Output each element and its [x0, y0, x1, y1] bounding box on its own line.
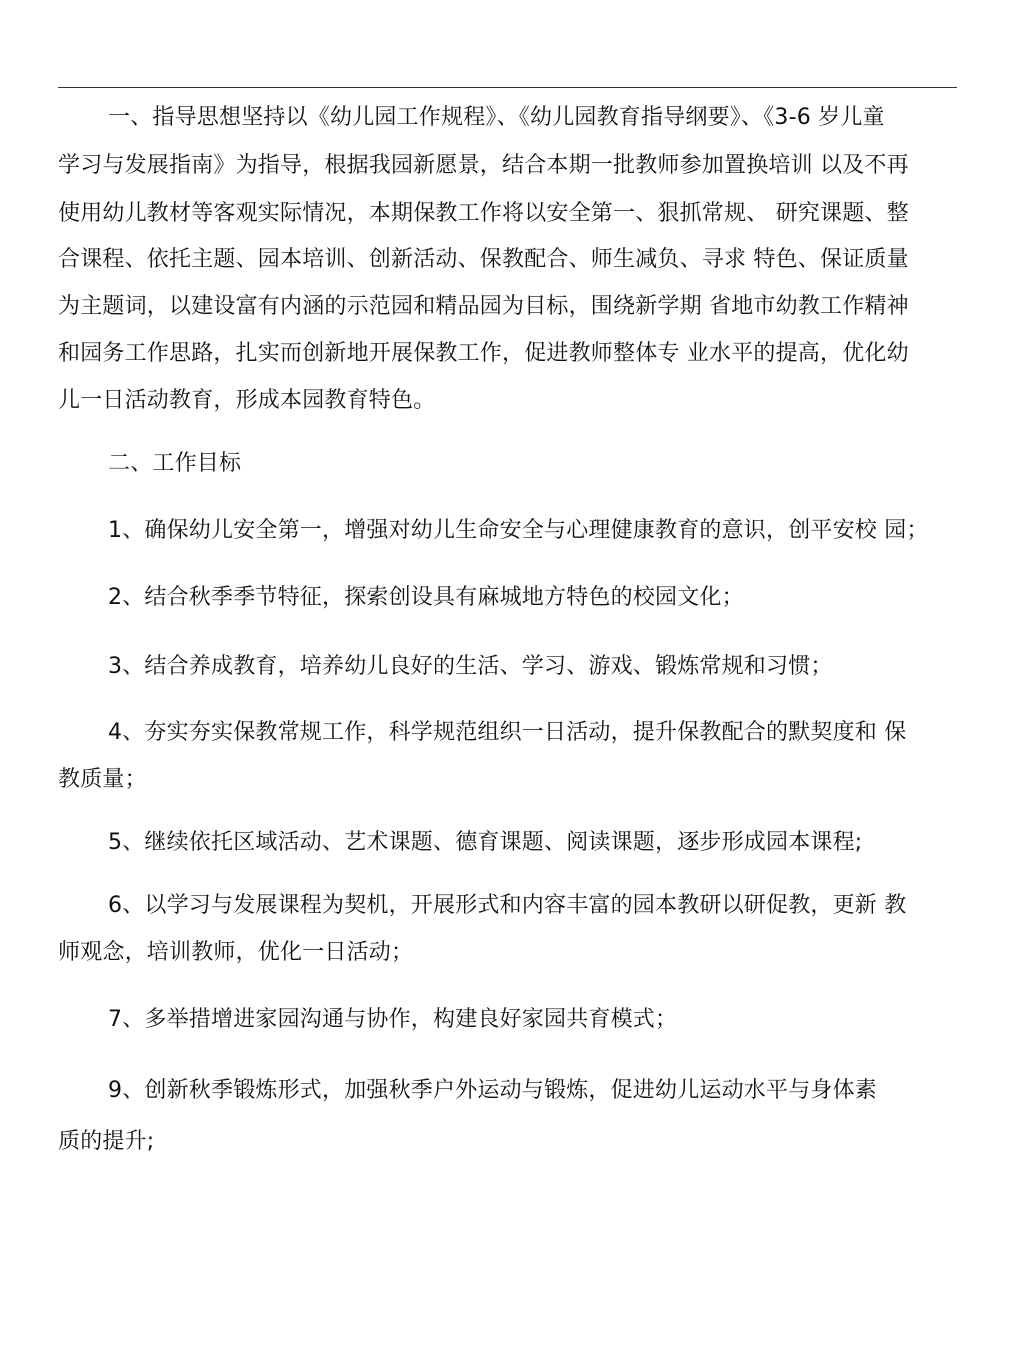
work-goals-heading: 二、工作目标: [108, 451, 242, 476]
header-rule: [58, 87, 957, 88]
goal-item-3: 3、结合养成教育，培养幼儿良好的生活、学习、游戏、锻炼常规和习惯；: [108, 654, 833, 679]
goal-item-6-line-2: 师观念，培训教师，优化一日活动；: [58, 940, 414, 965]
goal-item-9-line-2: 质的提升;: [58, 1129, 155, 1154]
goal-item-7: 7、多举措增进家园沟通与协作，构建良好家园共育模式；: [108, 1007, 678, 1032]
goal-item-4-line-1: 4、夯实夯实保教常规工作，科学规范组织一日活动，提升保教配合的默契度和 保: [108, 720, 907, 745]
guiding-ideology-line-2: 学习与发展指南》为指导，根据我园新愿景，结合本期一批教师参加置换培训 以及不再: [58, 153, 909, 178]
goal-item-9-line-1: 9、创新秋季锻炼形式，加强秋季户外运动与锻炼，促进幼儿运动水平与身体素: [108, 1078, 877, 1103]
goal-item-5: 5、继续依托区域活动、艺术课题、德育课题、阅读课题，逐步形成园本课程;: [108, 830, 863, 855]
goal-item-2: 2、结合秋季季节特征，探索创设具有麻城地方特色的校园文化；: [108, 585, 744, 610]
guiding-ideology-line-6: 和园务工作思路，扎实而创新地开展保教工作，促进教师整体专 业水平的提高，优化幼: [58, 341, 909, 366]
goal-item-4-line-2: 教质量；: [58, 767, 147, 792]
guiding-ideology-line-1: 一、指导思想坚持以《幼儿园工作规程》、《幼儿园教育指导纲要》、《3-6 岁儿童: [108, 105, 885, 130]
guiding-ideology-line-4: 合课程、依托主题、园本培训、创新活动、保教配合、师生减负、寻求 特色、保证质量: [58, 247, 909, 272]
goal-item-1: 1、确保幼儿安全第一，增强对幼儿生命安全与心理健康教育的意识，创平安校 园；: [108, 518, 929, 543]
guiding-ideology-line-5: 为主题词，以建设富有内涵的示范园和精品园为目标，围绕新学期 省地市幼教工作精神: [58, 294, 909, 319]
guiding-ideology-line-7: 儿一日活动教育，形成本园教育特色。: [58, 388, 436, 413]
goal-item-6-line-1: 6、以学习与发展课程为契机，开展形式和内容丰富的园本教研以研促教，更新 教: [108, 893, 907, 918]
guiding-ideology-line-3: 使用幼儿教材等客观实际情况，本期保教工作将以安全第一、狠抓常规、 研究课题、整: [58, 201, 909, 226]
